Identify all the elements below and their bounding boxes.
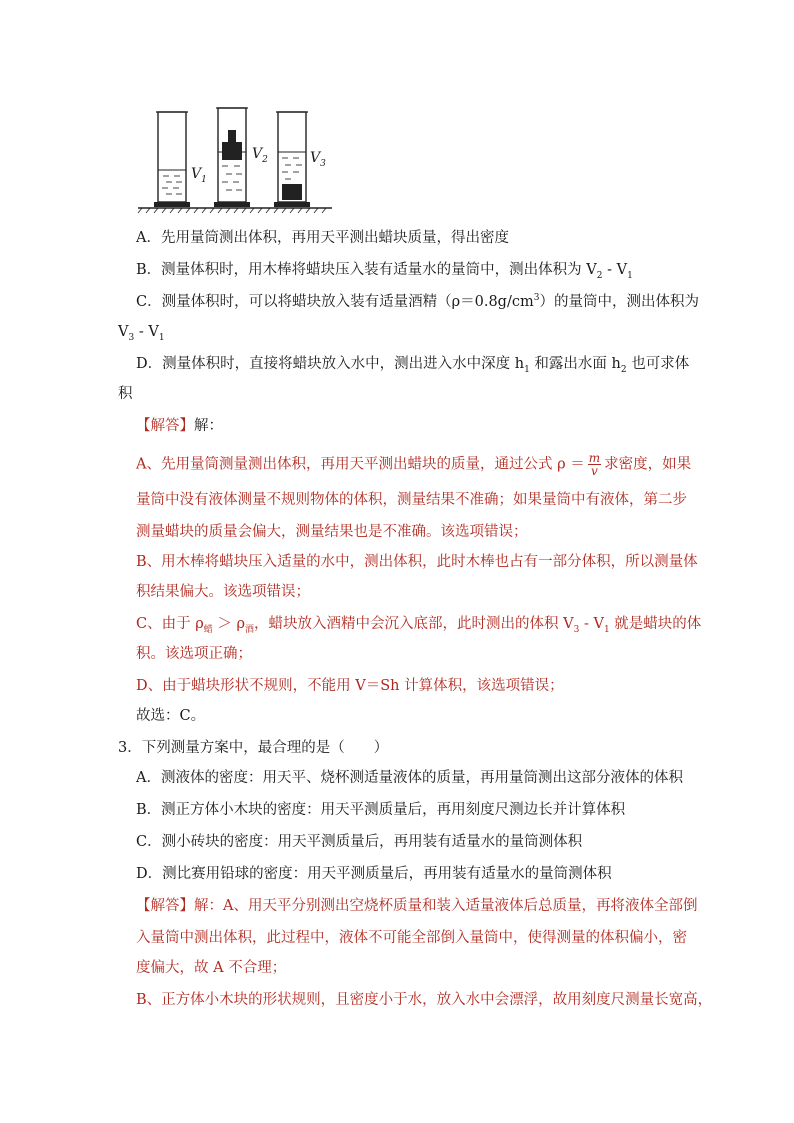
q2-option-d: D．测量体积时，直接将蜡块放入水中，测出进入水中深度 $h_1$ 和露出水面 $h_2$ 也可求体 xyxy=(136,356,690,375)
cylinders-figure xyxy=(136,100,336,215)
q2-final-answer: 故选：C。 xyxy=(136,708,206,724)
q2-answer-a-line3: 测量蜡块的质量会偏大，测量结果也是不准确。该选项错误； xyxy=(136,524,528,540)
q3-option-c: C．测小砖块的密度：用天平测质量后，再用装有适量水的量筒测体积 xyxy=(136,834,583,850)
q2-answer-c-line2: 积。该选项正确； xyxy=(136,646,252,662)
q2-answer-b-line1: B、用木棒将蜡块压入适量的水中，测出体积，此时木棒也占有一部分体积，所以测量体 xyxy=(136,554,698,570)
q2-answer-a-line1: A、先用量筒测量测出体积，再用天平测出蜡块的质量，通过公式 ρ ＝ $\frac{m}{v}$ 求密度，如果 xyxy=(136,451,692,478)
density-formula-fraction: $\frac{m}{v}$ xyxy=(588,451,601,478)
q3-option-b: B．测正方体小木块的密度：用天平测质量后，再用刻度尺测边长并计算体积 xyxy=(136,802,626,818)
q3-answer-line2: 入量筒中测出体积，此过程中，液体不可能全部倒入量筒中，使得测量的体积偏小，密 xyxy=(136,930,687,946)
q2-answer-heading: 【解答】解： xyxy=(136,418,223,434)
q2-answer-d-line1: D、由于蜡块形状不规则，不能用 V＝Sh 计算体积，该选项错误； xyxy=(136,678,564,694)
q2-option-b: B．测量体积时，用木棒将蜡块压入装有适量水的量筒中，测出体积为 $V_2 - V_1$ xyxy=(136,262,633,281)
q3-option-d: D．测比赛用铅球的密度：用天平测质量后，再用装有适量水的量筒测体积 xyxy=(136,866,612,882)
label-v2: $V_2$ xyxy=(252,146,268,165)
q2-option-c-cont: $V_3 - V_1$ xyxy=(118,324,165,343)
label-v1: $V_1$ xyxy=(191,166,207,185)
q3-title: 3．下列测量方案中，最合理的是（ ） xyxy=(118,740,389,756)
q3-answer-b-line1: B、正方体小木块的形状规则，且密度小于水，放入水中会漂浮，故用刻度尺测量长宽高， xyxy=(136,992,713,1008)
q3-option-a: A．测液体的密度：用天平、烧杯测适量液体的质量，再用量筒测出这部分液体的体积 xyxy=(136,770,683,786)
q2-answer-c-line1: C、由于 $\rho_蜡 > \rho_酒$，蜡块放入酒精中会沉入底部，此时测出的体积 $V_3 - V_1$ 就是蜡块的体 xyxy=(136,616,702,635)
q3-answer-line3: 度偏大，故 A 不合理； xyxy=(136,960,287,976)
q2-option-a: A．先用量筒测出体积，再用天平测出蜡块质量，得出密度 xyxy=(136,230,509,246)
cylinder-3 xyxy=(274,112,310,207)
q3-answer-line1: 【解答】解：A、用天平分别测出空烧杯质量和装入适量液体后总质量，再将液体全部倒 xyxy=(136,898,698,914)
cylinder-2 xyxy=(214,108,250,207)
label-v3: $V_3$ xyxy=(310,150,326,169)
cylinders-diagram xyxy=(136,100,336,215)
q2-option-d-cont: 积 xyxy=(118,386,133,402)
cylinder-1 xyxy=(154,112,190,207)
q2-answer-a-line2: 量筒中没有液体测量不规则物体的体积，测量结果不准确；如果量筒中有液体，第二步 xyxy=(136,492,687,508)
q2-option-c: C．测量体积时，可以将蜡块放入装有适量酒精$(\rho=0.8g/cm^3)$的量筒中，测出体积为 xyxy=(136,293,699,310)
q2-answer-b-line2: 积结果偏大。该选项错误； xyxy=(136,584,310,600)
